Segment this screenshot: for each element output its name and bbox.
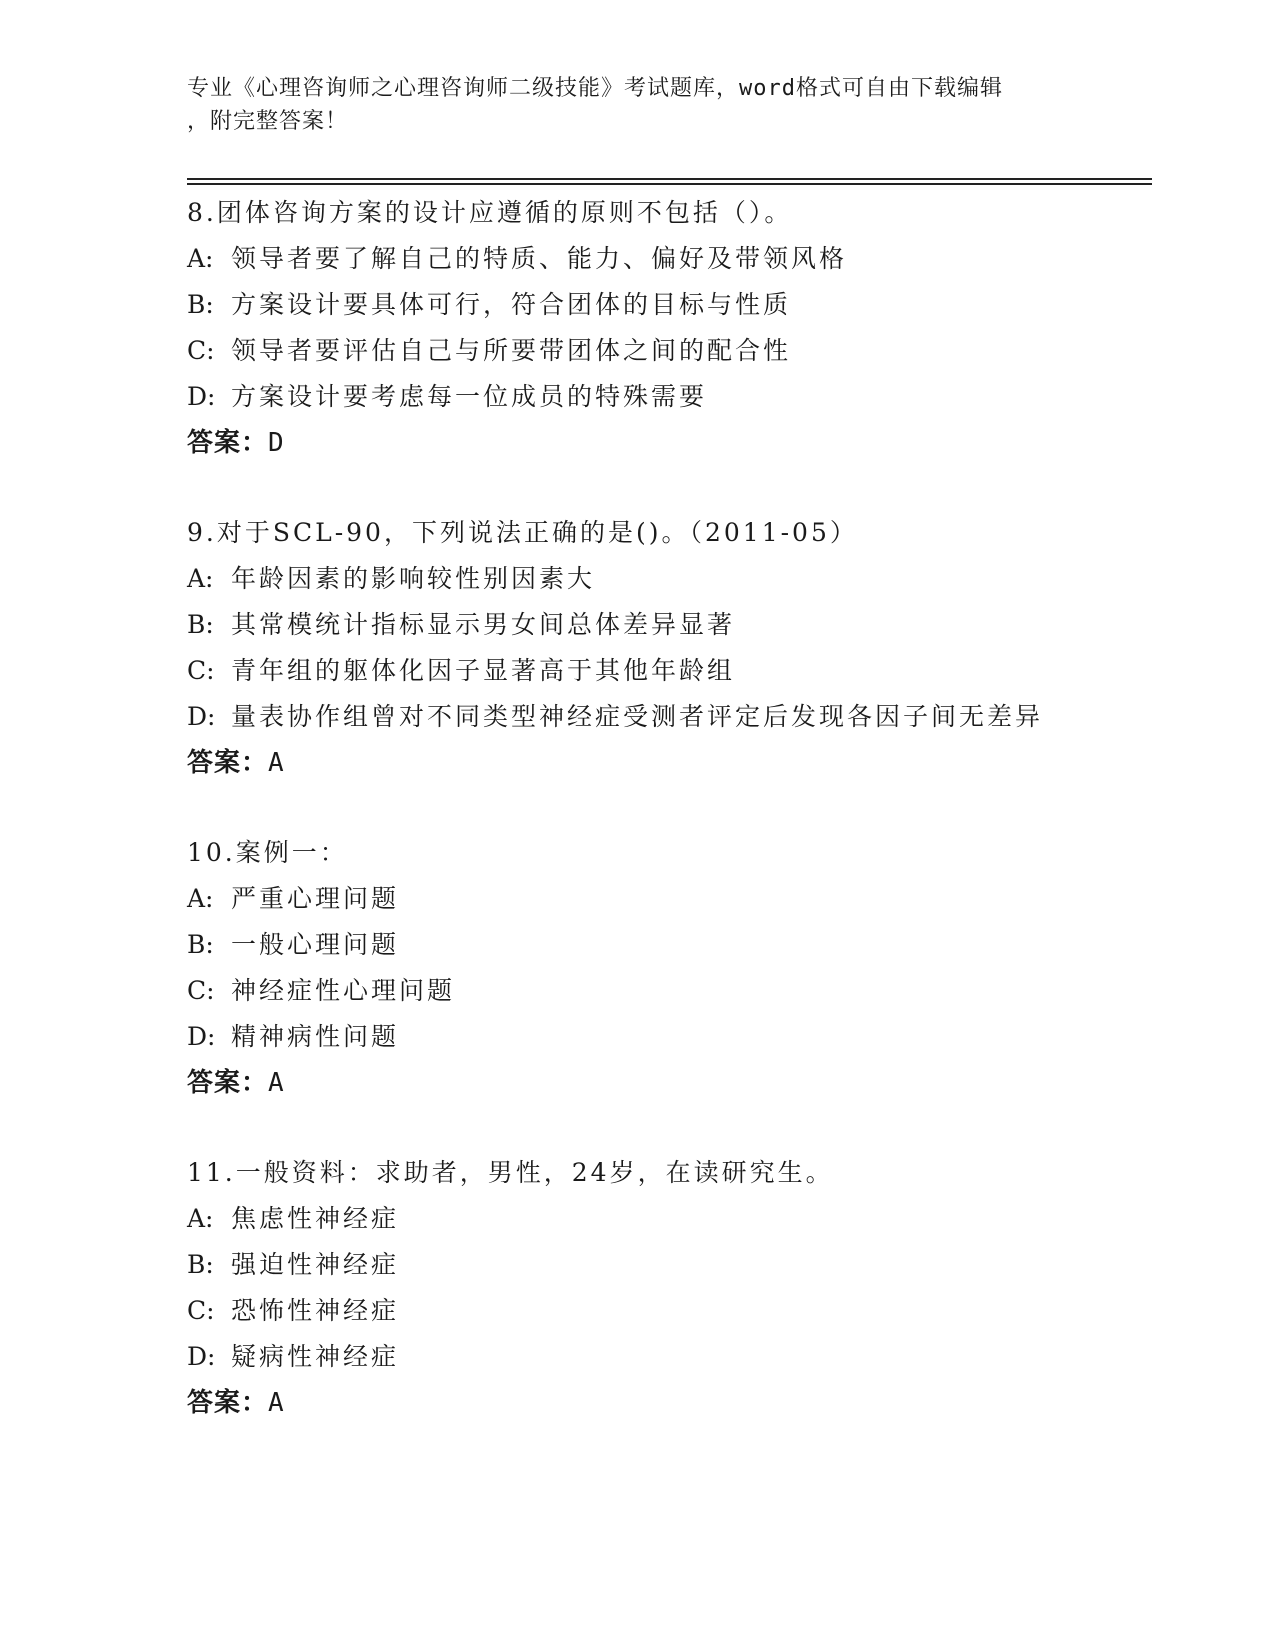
option-a <box>187 556 1187 602</box>
option-b <box>187 922 1187 968</box>
option-b <box>187 1242 1187 1288</box>
option-text: 疑病性神经症 <box>231 1342 400 1371</box>
question-stem: 8.团体咨询方案的设计应遵循的原则不包括（）。 <box>187 198 793 227</box>
option-d <box>187 694 1187 740</box>
answer-label: 答案： <box>187 748 269 778</box>
question-stem: 9.对于SCL-90，下列说法正确的是()。（2011-05） <box>187 518 858 547</box>
option-text: 青年组的躯体化因子显著高于其他年龄组 <box>231 656 736 685</box>
question-11 <box>187 1150 1187 1426</box>
option-key: D: <box>187 1342 216 1371</box>
question-9 <box>187 510 1187 786</box>
answer-value: A <box>268 1388 285 1418</box>
option-text: 神经症性心理问题 <box>231 976 456 1005</box>
option-b <box>187 282 1187 328</box>
answer-value: A <box>268 1068 285 1098</box>
option-key: B: <box>187 290 214 319</box>
option-key: C: <box>187 336 215 365</box>
option-text: 方案设计要具体可行，符合团体的目标与性质 <box>231 290 792 319</box>
option-text: 方案设计要考虑每一位成员的特殊需要 <box>231 382 708 411</box>
option-key: A: <box>187 244 214 273</box>
answer-line <box>187 1380 1187 1426</box>
option-key: C: <box>187 1296 215 1325</box>
answer-line <box>187 1060 1187 1106</box>
answer-line <box>187 420 1187 466</box>
option-d <box>187 1334 1187 1380</box>
option-text: 年龄因素的影响较性别因素大 <box>231 564 596 593</box>
option-d <box>187 374 1187 420</box>
option-key: A: <box>187 884 214 913</box>
question-8 <box>187 190 1187 466</box>
header-line-2: ，附完整答案！ <box>187 109 349 134</box>
question-stem: 10.案例一： <box>187 838 348 867</box>
option-text: 领导者要了解自己的特质、能力、偏好及带领风格 <box>231 244 848 273</box>
answer-value: A <box>268 748 285 778</box>
option-key: D: <box>187 702 216 731</box>
option-text: 焦虑性神经症 <box>231 1204 400 1233</box>
option-text: 强迫性神经症 <box>231 1250 400 1279</box>
option-key: C: <box>187 976 215 1005</box>
option-text: 一般心理问题 <box>231 930 400 959</box>
answer-label: 答案： <box>187 428 269 458</box>
option-c <box>187 648 1187 694</box>
option-key: D: <box>187 382 216 411</box>
document-header <box>187 72 1087 138</box>
header-line-1: 专业《心理咨询师之心理咨询师二级技能》考试题库，word格式可自由下载编辑 <box>187 76 1003 101</box>
answer-line <box>187 740 1187 786</box>
question-10 <box>187 830 1187 1106</box>
option-key: B: <box>187 1250 214 1279</box>
option-key: A: <box>187 1204 214 1233</box>
option-key: B: <box>187 930 214 959</box>
option-a <box>187 876 1187 922</box>
option-key: A: <box>187 564 214 593</box>
option-d <box>187 1014 1187 1060</box>
answer-label: 答案： <box>187 1388 269 1418</box>
option-a <box>187 1196 1187 1242</box>
option-text: 精神病性问题 <box>231 1022 400 1051</box>
option-c <box>187 1288 1187 1334</box>
option-text: 恐怖性神经症 <box>231 1296 400 1325</box>
option-a <box>187 236 1187 282</box>
question-stem: 11.一般资料：求助者，男性，24岁，在读研究生。 <box>187 1158 834 1187</box>
header-divider-bottom <box>187 183 1152 185</box>
answer-label: 答案： <box>187 1068 269 1098</box>
option-c <box>187 968 1187 1014</box>
option-key: D: <box>187 1022 216 1051</box>
option-key: B: <box>187 610 214 639</box>
option-text: 严重心理问题 <box>231 884 400 913</box>
option-text: 量表协作组曾对不同类型神经症受测者评定后发现各因子间无差异 <box>231 702 1044 731</box>
option-text: 领导者要评估自己与所要带团体之间的配合性 <box>231 336 792 365</box>
header-divider-top <box>187 178 1152 180</box>
option-text: 其常模统计指标显示男女间总体差异显著 <box>231 610 736 639</box>
option-key: C: <box>187 656 215 685</box>
option-c <box>187 328 1187 374</box>
answer-value: D <box>268 428 285 458</box>
option-b <box>187 602 1187 648</box>
